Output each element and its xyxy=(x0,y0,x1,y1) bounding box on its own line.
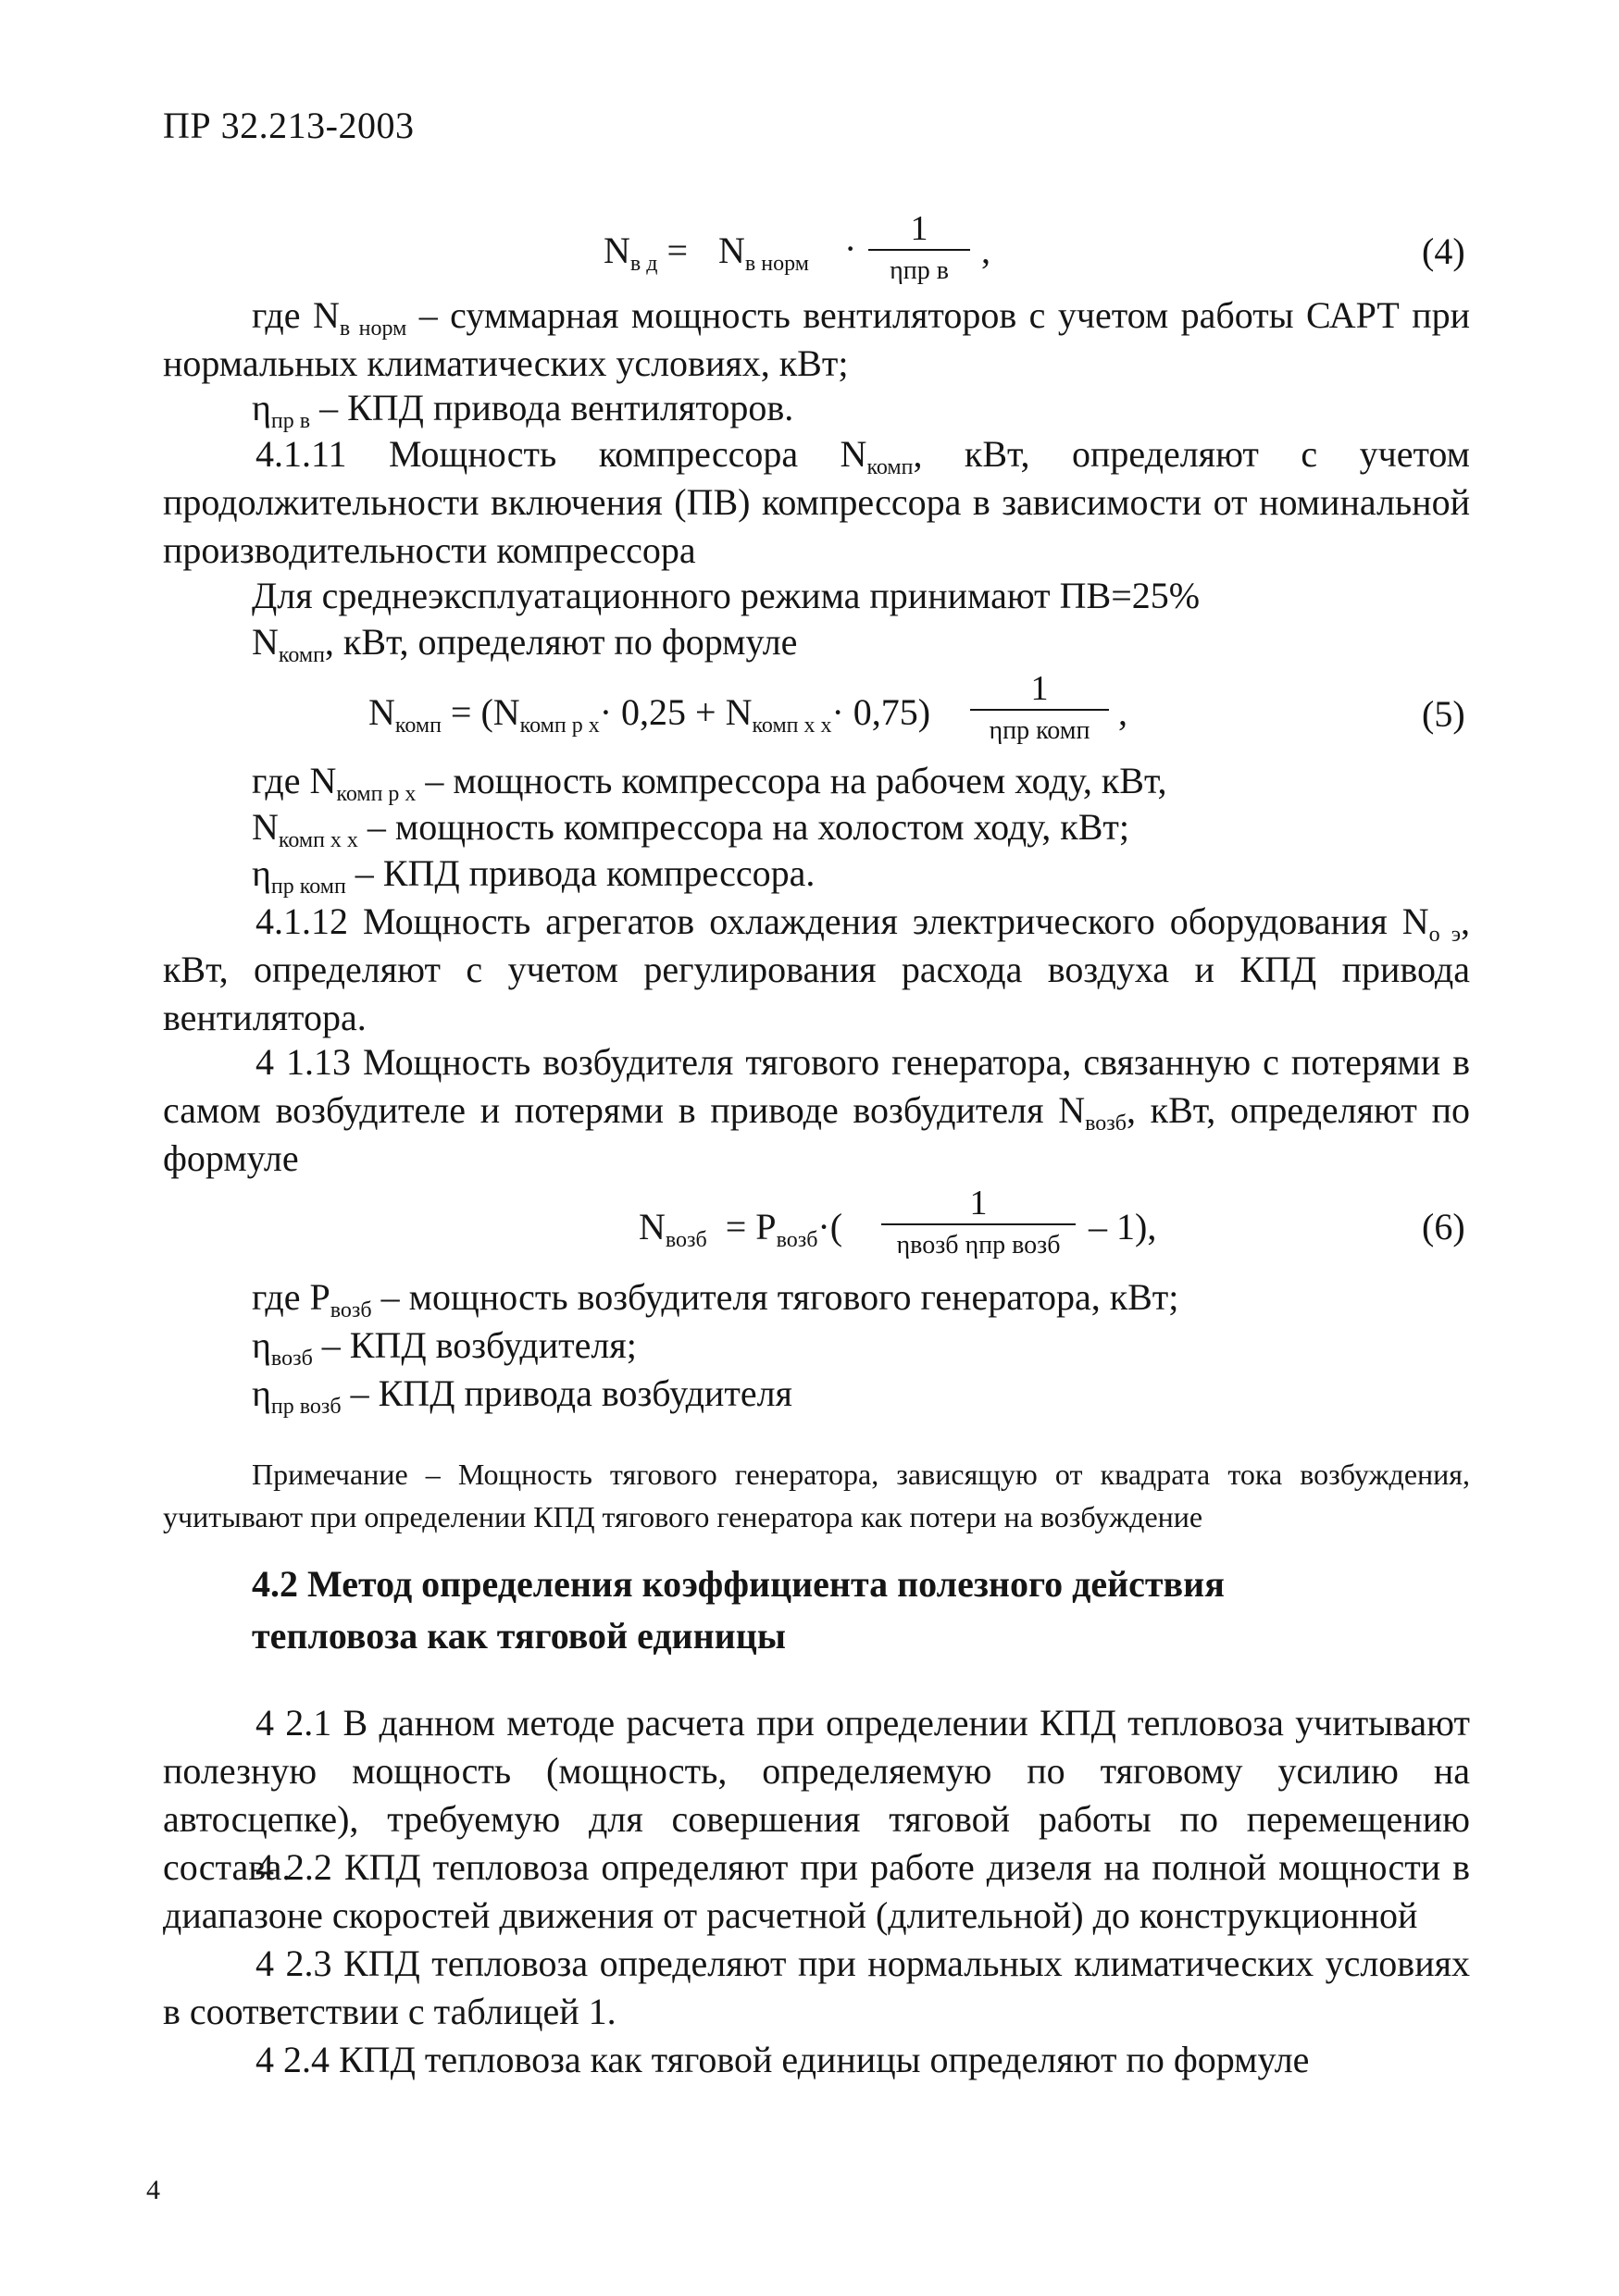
formula-4-fraction xyxy=(868,208,970,288)
equation-number-6: (6) xyxy=(1422,1206,1465,1247)
formula-4-dot: · xyxy=(844,228,857,269)
paragraph-where-4a: где $N_{в норм}$ – суммарная мощность вентиляторов с учетом работы САРТ при нормальных климатических условиях, кВт; xyxy=(163,294,1471,384)
paragraph-where-6b: $\eta_{возб}$ – КПД возбудителя; xyxy=(252,1324,637,1371)
equation-number-5: (5) xyxy=(1422,693,1465,735)
formula-4-term: N xyxy=(718,230,745,271)
paragraph-ncomp: $N_{комп}$, кВт, определяют по формуле xyxy=(252,621,798,667)
paragraph-4-2-1: 4 2.1 В данном методе расчета при определении КПД тепловоза учитывают полезную мощность (мощность, определяемую по тяговому усилию на автосцепке), требуемую для совершения тяговой работы по перемещению состава. xyxy=(163,1702,1470,1888)
formula-4-term-sub: в норм xyxy=(744,252,809,276)
document-code: ПР 32.213-2003 xyxy=(163,105,415,146)
formula-6: $N_{возб} = P_{возб}\cdot$( 1 ηвозб ηпр возб – 1), xyxy=(639,1183,1287,1285)
paragraph-4-2-2: 4 2.2 КПД тепловоза определяют при работе дизеля на полной мощности в диапазоне скоростей движения от расчетной (длительной) до конструкционной xyxy=(163,1846,1470,1936)
section-heading-line-2: тепловоза как тяговой единицы xyxy=(252,1615,786,1657)
equation-number-4: (4) xyxy=(1422,230,1465,272)
formula-4-lhs: N xyxy=(604,230,630,271)
note: Примечание – Мощность тягового генератора, зависящую от квадрата тока возбуждения, учитывают при определении КПД тягового генератора как потери на возбуждение xyxy=(163,1458,1470,1533)
formula-4-comma: , xyxy=(981,230,990,271)
paragraph-4-2-4: 4 2.4 КПД тепловоза как тяговой единицы определяют по формуле xyxy=(255,2039,1310,2080)
paragraph-where-4b: $\eta_{пр в}$ – КПД привода вентиляторов. xyxy=(252,387,794,433)
section-heading xyxy=(252,1558,1225,1662)
formula-4-numerator: 1 xyxy=(910,209,928,248)
paragraph-where-6c: $\eta_{пр возб}$ – КПД привода возбудителя xyxy=(252,1372,792,1419)
formula-6-fraction: 1 ηвозб ηпр возб xyxy=(881,1183,1076,1262)
paragraph-where-5c: $\eta_{пр комп}$ – КПД привода компрессора. xyxy=(252,852,816,899)
formula-4-denominator: ηпр в xyxy=(890,256,949,285)
paragraph-pv: Для среднеэксплуатационного режима принимают ПВ=25% xyxy=(252,575,1201,616)
paragraph-where-6a: где $P_{возб}$ – мощность возбудителя тягового генератора, кВт; xyxy=(252,1276,1179,1322)
paragraph-4-1-11: 4.1.11 Мощность компрессора $N_{комп}$, кВт, определяют с учетом продолжительности включения (ПВ) компрессора в зависимости от номинальной производительности компрессора xyxy=(163,433,1470,571)
paragraph-where-5b: $N_{комп х х}$ – мощность компрессора на холостом ходу, кВт; xyxy=(252,806,1129,852)
page-number: 4 xyxy=(146,2175,160,2205)
section-heading-line-1: 4.2 Метод определения коэффициента полезного действия xyxy=(252,1563,1225,1605)
paragraph-4-1-12: 4.1.12 Мощность агрегатов охлаждения электрического оборудования $N_{о э}$, кВт, определяют с учетом регулирования расхода воздуха и КПД привода вентилятора. xyxy=(163,900,1470,1038)
paragraph-4-1-13: 4 1.13 Мощность возбудителя тягового генератора, связанную с потерями в самом возбудителе и потерями в приводе возбудителя $N_{возб}$, кВт, определяют по формуле xyxy=(163,1041,1470,1179)
paragraph-4-2-3: 4 2.3 КПД тепловоза определяют при нормальных климатических условиях в соответствии с таблицей 1. xyxy=(163,1942,1470,2032)
formula-5-fraction: 1 ηпр комп xyxy=(970,668,1109,748)
formula-4-lhs-sub: в д xyxy=(629,252,658,276)
formula-5: $N_{комп} = (N_{комп р х}\cdot 0,25 + N_{комп х х}\cdot 0,75)$ 1 ηпр комп , xyxy=(368,668,1202,770)
paragraph-where-5a: где $N_{комп р х}$ – мощность компрессора на рабочем ходу, кВт, xyxy=(252,760,1167,806)
formula-4-eq: = xyxy=(666,230,688,271)
